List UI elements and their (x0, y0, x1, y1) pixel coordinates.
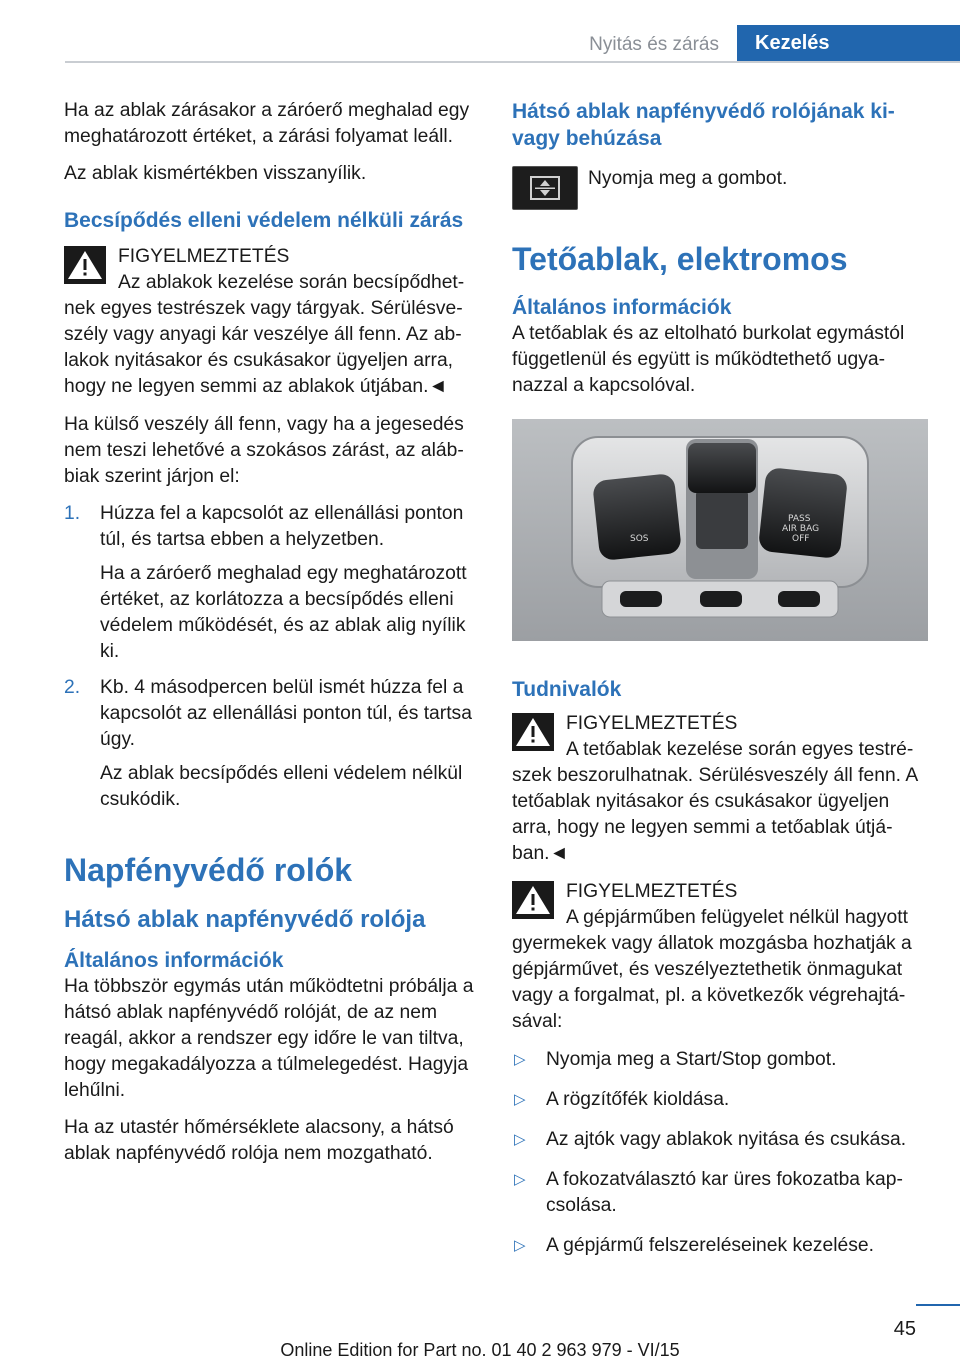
list-item (512, 1127, 928, 1153)
list-item (512, 1047, 928, 1073)
button-instruction (512, 166, 928, 210)
warning-icon (64, 246, 106, 284)
warning-text: Az ablakok kezelése során becsípődhetnek egyes testrészek vagy tárgyak. Sérülésveszély vagy anyagi kár veszélye áll fenn. Az ablakok nyitásakor és csukásakor ügyeljen arra, hogy ne legyen semmi az ablakok útjában.◄ (64, 272, 465, 397)
warning-icon (512, 881, 554, 919)
triangle-bullet-icon: ▷ (514, 1171, 526, 1188)
list-item-text: Az ajtók vagy ablakok nyitása és csukása. (546, 1129, 907, 1150)
header-section-title: Nyitás és zárás (589, 34, 719, 55)
warning-title: FIGYELMEZTETÉS (566, 881, 738, 902)
left-column (64, 98, 480, 1178)
warning-text: A tetőablak kezelése során egyes testrészek beszorulhatnak. Sérülésveszély áll fenn. A tetőablak nyitásakor és csukásakor ügyeljen arra, hogy ne legyen semmi a tetőablak útjában.◄ (512, 739, 918, 864)
button-instruction-text: Nyomja meg a gombot. (588, 168, 788, 189)
step-text: Húzza fel a kapcsolót az ellenállási ponton túl, és tartsa ebben a helyzetben. (100, 503, 464, 550)
section-heading: Hátsó ablak napfényvédő rolójának ki- vagy behúzása (512, 100, 895, 150)
step-number: 1. (64, 503, 81, 524)
airbag-label-line1: PASS (788, 514, 811, 524)
warning-title: FIGYELMEZTETÉS (566, 713, 738, 734)
step-text: Kb. 4 másodpercen belül ismét húzza fel a kapcsolót az ellenállási ponton túl, és tartsa úgy. (100, 677, 472, 750)
paragraph: Ha az ablak zárásakor a záróerő meghalad egy meghatározott értéket, a zárási folyamat leáll. (64, 100, 470, 147)
right-column (512, 98, 928, 1273)
paragraph: Az ablak kismértékben visszanyílik. (64, 163, 367, 184)
chapter-heading: Tetőablak, elektromos (512, 241, 848, 277)
airbag-label-line2: AIR BAG (782, 524, 820, 534)
triangle-bullet-icon: ▷ (514, 1051, 526, 1068)
header-rule (65, 61, 960, 63)
step-number: 2. (64, 677, 81, 698)
warning-box (512, 711, 928, 867)
list-item-text: A fokozatválasztó kar üres fokozatba kapcsolása. (546, 1169, 903, 1216)
list-item (512, 1233, 928, 1259)
warning-text: A gépjárműben felügyelet nélkül hagyott gyermekek vagy állatok mozgásba hozhatják a gépjárművet, és veszélyeztethetik önmagukat vagy a forgalmat, pl. a következők végrehajtásával: (512, 907, 912, 1032)
subsection-heading: Tudnivalók (512, 678, 622, 701)
step-subtext: Az ablak becsípődés elleni védelem nélkül csukódik. (100, 763, 463, 810)
triangle-bullet-icon: ▷ (514, 1131, 526, 1148)
footer-edition: Online Edition for Part no. 01 40 2 963 979 - VI/15 (280, 1340, 680, 1360)
paragraph: Ha többször egymás után működtetni próbálja a hátsó ablak napfényvédő rolóját, de az nem reagál, akkor a rendszer egy időre le van tiltva, hogy megakadályozza a túlmelegedést. Hagyja lehűlni. (64, 976, 474, 1101)
warning-icon (512, 713, 554, 751)
header-chapter-tab: Kezelés (737, 25, 960, 61)
list-item-text: Nyomja meg a Start/Stop gombot. (546, 1049, 837, 1070)
list-item (64, 501, 480, 665)
list-item (64, 675, 480, 813)
subsection-heading: Általános információk (512, 296, 732, 319)
section-heading: Becsípődés elleni védelem nélküli zárás (64, 209, 464, 232)
list-item (512, 1167, 928, 1219)
step-list (64, 501, 480, 813)
list-item (512, 1087, 928, 1113)
warning-box (512, 879, 928, 1035)
triangle-bullet-icon: ▷ (514, 1237, 526, 1254)
paragraph: Ha az utastér hőmérséklete alacsony, a hátsó ablak napfényvédő rolója nem mozgatható. (64, 1117, 454, 1164)
sunblind-button-icon (512, 166, 578, 210)
airbag-label-line3: OFF (792, 534, 810, 544)
list-item-text: A gépjármű felszereléseinek kezelése. (546, 1235, 874, 1256)
list-item-text: A rögzítőfék kioldása. (546, 1089, 730, 1110)
footer-rule (916, 1304, 960, 1306)
page-number: 45 (893, 1318, 916, 1340)
paragraph: Ha külső veszély áll fenn, vagy ha a jegesedés nem teszi lehetővé a szokásos zárást, az alábbiak szerint járjon el: (64, 414, 464, 487)
subsection-heading: Általános információk (64, 949, 284, 972)
bullet-list (512, 1047, 928, 1259)
step-subtext: Ha a záróerő meghalad egy meghatározott értéket, az korlátozza a becsípődés elleni védelem működését, és az ablak alig nyílik ki. (100, 563, 467, 662)
warning-title: FIGYELMEZTETÉS (118, 246, 290, 267)
chapter-heading: Napfényvédő rolók (64, 852, 353, 888)
paragraph: A tetőablak és az eltolható burkolat egymástól függetlenül és együtt is működtethető ugyanazzal a kapcsolóval. (512, 323, 905, 396)
section-heading: Hátsó ablak napfényvédő rolója (64, 906, 426, 933)
sos-label: SOS (630, 534, 649, 544)
warning-box (64, 244, 480, 400)
roof-switch-photo (512, 419, 928, 641)
triangle-bullet-icon: ▷ (514, 1091, 526, 1108)
